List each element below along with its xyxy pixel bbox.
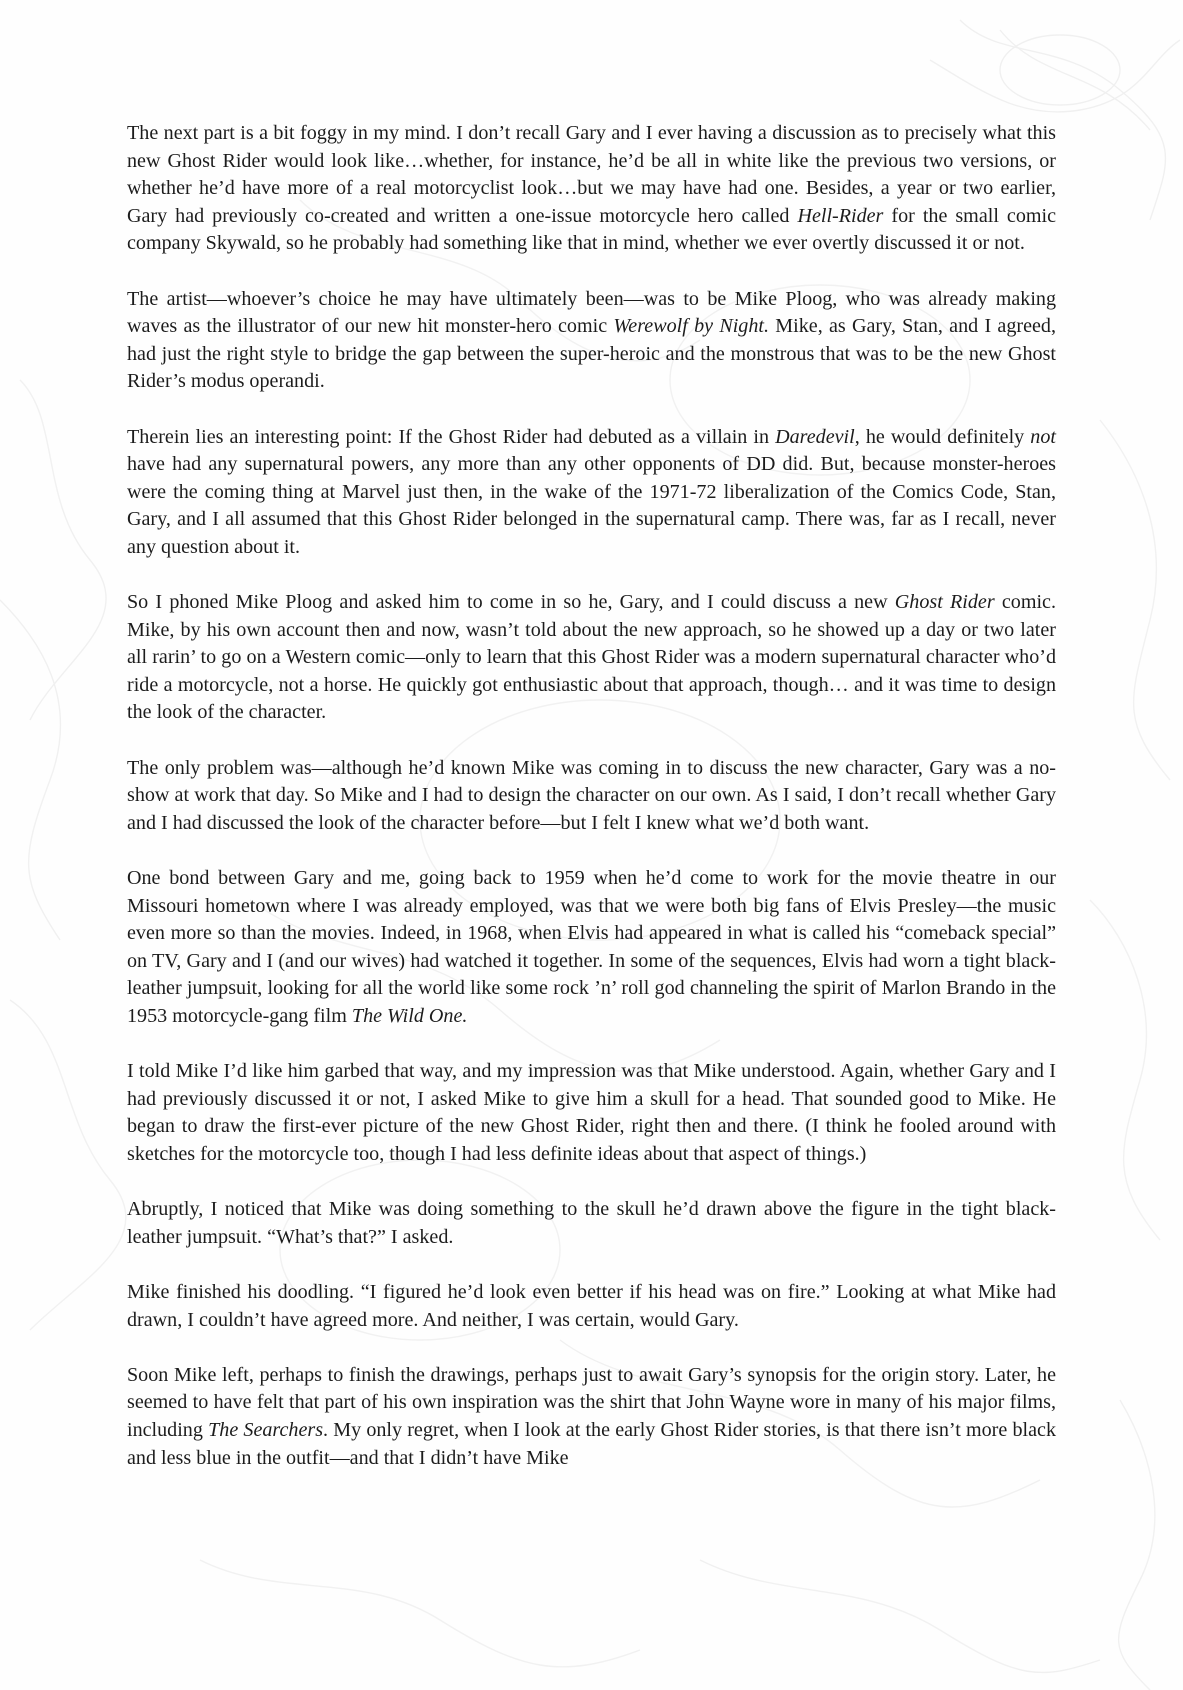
paragraph-text: The only problem was—although he’d known Mike was coming in to discuss the new character, Gary was a no-show at work that day. So Mike and I had to design the character on our own. As I said, I don’t recall whether Gary and I had discussed the look of the character before—but I felt I knew what we’d both want.	[127, 756, 1056, 834]
italic-title-text: Daredevil	[775, 425, 855, 448]
paragraph-text: Mike, as Gary, Stan, and I agreed, had just the right style to bridge the gap between the super-heroic and the monstrous that was to be the new Ghost Rider’s modus operandi.	[127, 315, 1056, 393]
paragraph-text: Soon Mike left, perhaps to finish the drawings, perhaps just to await Gary’s synopsis for the origin story. Later, he seemed to have felt that part of his own inspiration was the shirt that John Wayne wore in many of his major films, including	[127, 1363, 1056, 1441]
paragraph	[127, 589, 1056, 727]
paragraph-text: One bond between Gary and me, going back to 1959 when he’d come to work for the movie theatre in our Missouri hometown where I was already employed, was that we were both big fans of Elvis Presley—the music even more so than the movies. Indeed, in 1968, when Elvis had appeared in what is called his “comeback special” on TV, Gary and I (and our wives) had watched it together. In some of the sequences, Elvis had worn a tight black-leather jumpsuit, looking for all the world like some rock ’n’ roll god channeling the spirit of Marlon Brando in the 1953 motorcycle-gang film	[127, 867, 1056, 1027]
italic-title-text: Hell-Rider	[797, 204, 884, 227]
paragraph-text: I told Mike I’d like him garbed that way, and my impression was that Mike understood. Again, whether Gary and I had previously discussed it or not, I asked Mike to give him a skull for a head. That sounded good to Mike. He began to draw the first-ever picture of the new Ghost Rider, right then and there. (I think he fooled around with sketches for the motorcycle too, though I had less definite ideas about that aspect of things.)	[127, 1060, 1056, 1165]
paragraph	[127, 1058, 1056, 1168]
paragraph	[127, 1279, 1056, 1334]
paragraph	[127, 1362, 1056, 1472]
paragraph-text: comic. Mike, by his own account then and now, wasn’t told about the new approach, so he showed up a day or two later all rarin’ to go on a Western comic—only to learn that this Ghost Rider was a modern supernatural character who’d ride a motorcycle, not a horse. He quickly got enthusiastic about that approach, though… and it was time to design the look of the character.	[127, 591, 1056, 724]
paragraph-text: . My only regret, when I look at the early Ghost Rider stories, is that there isn’t more black and less blue in the outfit—and that I didn’t have Mike	[127, 1418, 1056, 1469]
paragraph-text: Mike finished his doodling. “I figured he’d look even better if his head was on fire.” Looking at what Mike had drawn, I couldn’t have agreed more. And neither, I was certain, would Gary.	[127, 1280, 1056, 1331]
paragraph-text: Abruptly, I noticed that Mike was doing something to the skull he’d drawn above the figure in the tight black-leather jumpsuit. “What’s that?” I asked.	[127, 1198, 1056, 1248]
italic-title-text: not	[1030, 425, 1056, 448]
article-body	[127, 120, 1056, 1472]
italic-title-text: Ghost Rider	[894, 591, 995, 614]
paragraph	[127, 755, 1056, 838]
paragraph	[127, 424, 1056, 562]
paragraph-text: have had any supernatural powers, any more than any other opponents of DD did. But, because monster-heroes were the coming thing at Marvel just then, in the wake of the 1971-72 liberalization of the Comics Code, Stan, Gary, and I all assumed that this Ghost Rider belonged in the supernatural camp. There was, far as I recall, never any question about it.	[127, 453, 1056, 558]
italic-title-text: The Searchers	[208, 1418, 324, 1441]
paragraph-text: , he would definitely	[854, 425, 1031, 448]
paragraph-text: for the small comic company Skywald, so he probably had something like that in mind, whether we ever overtly discussed it or not.	[127, 204, 1056, 255]
paragraph-text: Therein lies an interesting point: If the Ghost Rider had debuted as a villain in	[127, 425, 776, 448]
paragraph	[127, 1196, 1056, 1251]
italic-title-text: The Wild One.	[351, 1005, 468, 1027]
italic-title-text: Werewolf by Night.	[613, 315, 770, 338]
paragraph-text: The next part is a bit foggy in my mind. I don’t recall Gary and I ever having a discussion as to precisely what this new Ghost Rider would look like…whether, for instance, he’d be all in white like the previous two versions, or whether he’d have more of a real motorcyclist look…but we may have had one. Besides, a year or two earlier, Gary had previously co-created and written a one-issue motorcycle hero called	[127, 122, 1056, 227]
paragraph	[127, 120, 1056, 258]
paragraph-text: So I phoned Mike Ploog and asked him to come in so he, Gary, and I could discuss a new	[127, 591, 895, 614]
paragraph	[127, 286, 1056, 396]
paragraph-text: The artist—whoever’s choice he may have ultimately been—was to be Mike Ploog, who was already making waves as the illustrator of our new hit monster-hero comic	[127, 287, 1056, 338]
paragraph	[127, 865, 1056, 1031]
